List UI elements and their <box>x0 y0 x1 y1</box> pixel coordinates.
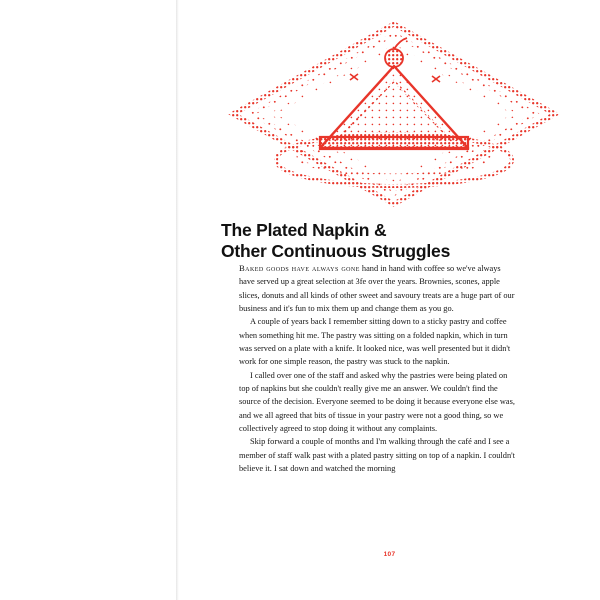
left-page-line <box>0 282 172 294</box>
left-page-blank-line <box>0 201 172 213</box>
right-page <box>179 0 600 600</box>
left-page-line <box>0 328 172 340</box>
left-page-line <box>0 270 172 282</box>
left-page-blank-line <box>0 120 172 132</box>
body-paragraph-text: hand in hand with coffee so we've always have served up a great selection at 3fe over the years. Brownies, scones, apple slices, donuts and all kinds of other sweet and savoury treats are a huge part of our business and it's fun to mix them up and change them as you go. <box>239 264 515 314</box>
left-page-line <box>0 294 172 306</box>
left-page-line <box>0 236 172 248</box>
left-page-line <box>0 143 172 155</box>
body-copy <box>239 262 515 476</box>
left-page-line <box>0 166 172 178</box>
chapter-title <box>221 220 531 262</box>
body-paragraph: Skip forward a couple of months and I'm walking through the café and I see a member of staff walk past with a plated pastry sitting on top of a napkin. I couldn't believe it. I sat down and watched the morning <box>239 437 515 474</box>
opening-small-caps: Baked goods have always gone <box>239 263 360 273</box>
left-page-line <box>0 178 172 190</box>
left-page <box>0 0 176 600</box>
chapter-title-line: Other Continuous Struggles <box>221 240 451 261</box>
body-paragraph: I called over one of the staff and asked why the pastries were being plated on top of napkins but she couldn't really give me an answer. We couldn't find the source of the decision. Everyone seemed to be doing it because everyone else was, and we all agreed that bits of tissue in your pastry were not a good thing, so we collectively agreed to stop doing it without any complaints. <box>239 370 515 434</box>
page-number: 107 <box>383 551 396 558</box>
body-paragraph <box>239 262 515 315</box>
left-page-blank-line <box>0 131 172 143</box>
left-page-blank-line <box>0 259 172 271</box>
left-page-line <box>0 224 172 236</box>
left-page-text-block <box>0 108 172 340</box>
left-page-line <box>0 108 172 120</box>
left-page-line <box>0 212 172 224</box>
left-page-line <box>0 317 172 329</box>
left-page-line <box>0 189 172 201</box>
left-page-line <box>0 305 172 317</box>
chapter-title-line: The Plated Napkin & <box>221 219 387 240</box>
left-page-blank-line <box>0 154 172 166</box>
halftone-cake-slice-icon <box>224 18 564 208</box>
body-paragraph: A couple of years back I remember sitting down to a sticky pastry and coffee when something hit me. The pastry was sitting on a folded napkin, which in turn was served on a plate with a knife. It looked nice, was well presented but it didn't work for one simple reason, the pastry was stuck to the napkin. <box>239 317 511 367</box>
left-page-blank-line <box>0 247 172 259</box>
